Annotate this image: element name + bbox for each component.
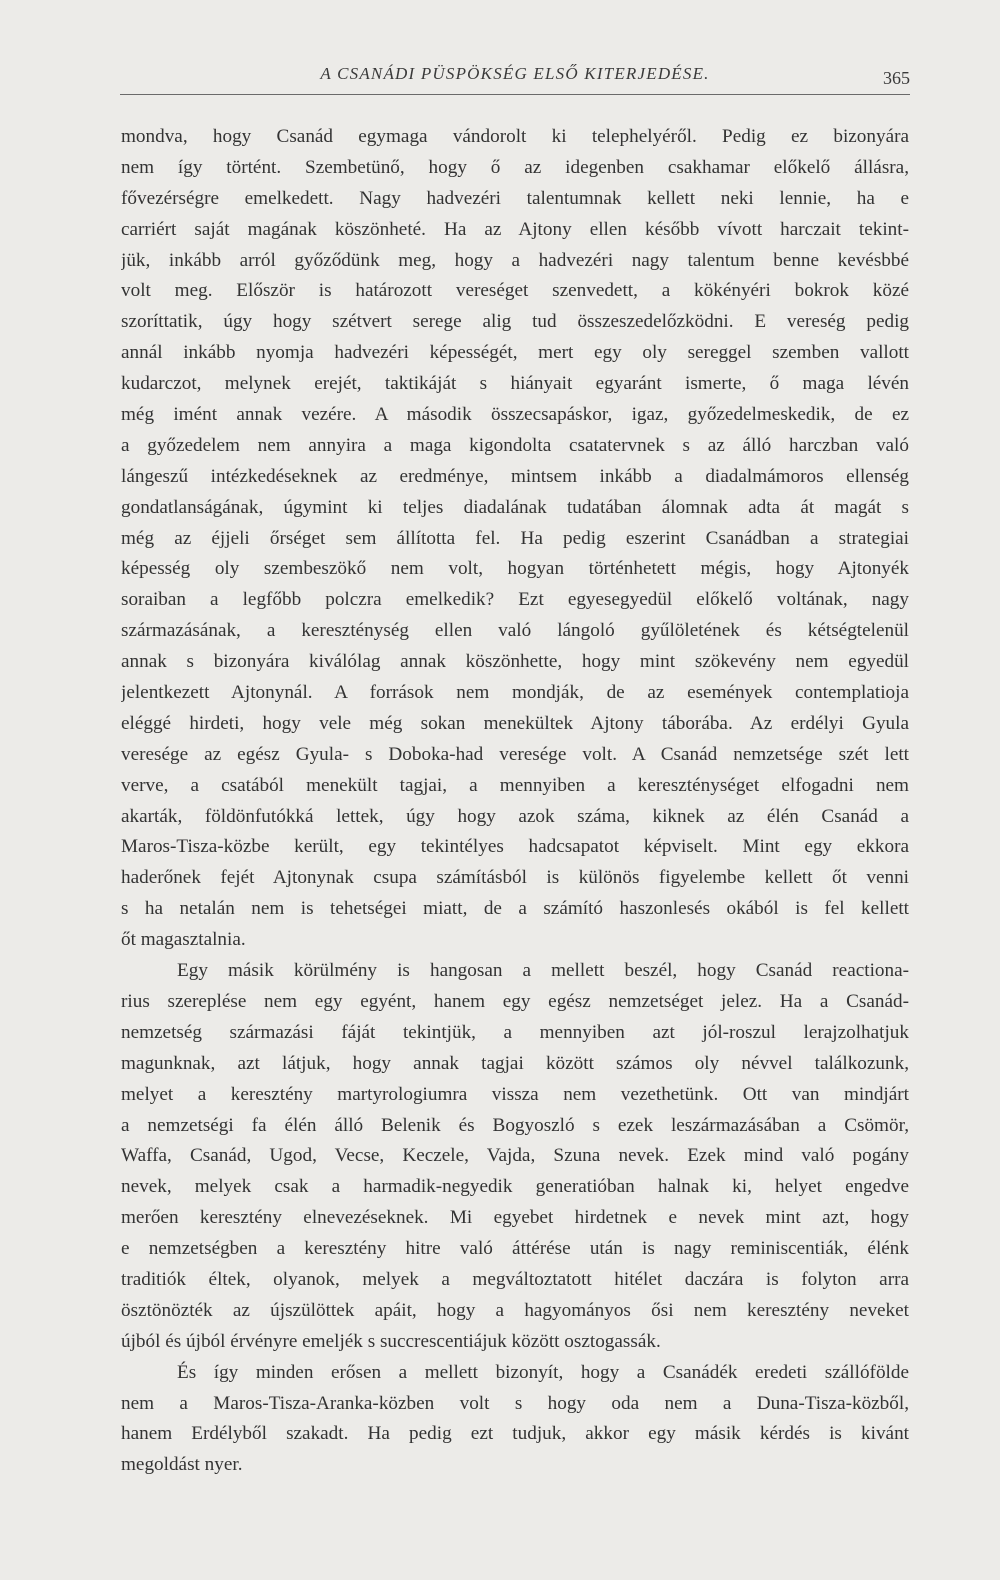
text-line: újból és újból érvényre emeljék s succrescentiájuk között osztogassák. — [121, 1330, 661, 1352]
text-line: még imént annak vezére. A második összecsapáskor, igaz, győzedelmeskedik, de ez — [121, 404, 909, 426]
text-line: veresége az egész Gyula- s Doboka-had veresége volt. A Csanád nemzetsége szét lett — [121, 743, 909, 765]
text-line: e nemzetségben a keresztény hitre való áttérése után is nagy reminiscentiák, élénk — [121, 1238, 909, 1260]
text-line: s ha netalán nem is tehetségei miatt, de a számító haszonlesés okából is fel kellett — [121, 898, 909, 920]
text-line: carriért saját magának köszönheté. Ha az Ajtony ellen később vívott harczait tekint- — [121, 218, 909, 240]
running-head — [120, 62, 910, 92]
body-text — [121, 122, 909, 1481]
text-line: ösztönözték az újszülöttek apáit, hogy a hagyományos ősi nem keresztény neveket — [121, 1299, 909, 1321]
text-line: nem így történt. Szembetünő, hogy ő az idegenben csakhamar előkelő állásra, — [121, 156, 909, 178]
text-line: hanem Erdélyből szakadt. Ha pedig ezt tudjuk, akkor egy másik kérdés is kivánt — [121, 1423, 909, 1445]
text-line: verve, a csatából menekült tagjai, a mennyiben a kereszténységet elfogadni nem — [121, 774, 909, 796]
text-line: melyet a keresztény martyrologiumra vissza nem vezethetünk. Ott van mindjárt — [121, 1083, 909, 1105]
text-line: annak s bizonyára kiválólag annak köszönhette, hogy mint szökevény nem egyedül — [121, 651, 909, 673]
text-line: fővezérségre emelkedett. Nagy hadvezéri talentumnak kellett neki lennie, ha e — [121, 187, 909, 209]
text-line: őt magasztalnia. — [121, 929, 246, 951]
text-line: És így minden erősen a mellett bizonyít, hogy a Csanádék eredeti szállófölde — [177, 1361, 909, 1383]
text-line: szoríttatik, úgy hogy szétvert serege alig tud összeszedelőzködni. E vereség pedig — [121, 311, 909, 333]
text-line: Maros-Tisza-közbe került, egy tekintélyes hadcsapatot képviselt. Mint egy ekkora — [121, 836, 909, 858]
text-line: jelentkezett Ajtonynál. A források nem mondják, de az események contemplatioja — [121, 682, 909, 704]
text-line: annál inkább nyomja hadvezéri képességét, mert egy oly sereggel szemben vallott — [121, 342, 909, 364]
text-line: Waffa, Csanád, Ugod, Vecse, Keczele, Vajda, Szuna nevek. Ezek mind való pogány — [121, 1145, 909, 1167]
text-line: merően keresztény elnevezéseknek. Mi egyebet hirdetnek e nevek mint azt, hogy — [121, 1207, 909, 1229]
text-line: még az éjjeli őrséget sem állította fel. Ha pedig eszerint Csanádban a strategiai — [121, 527, 909, 549]
text-line: megoldást nyer. — [121, 1454, 243, 1476]
text-line: képesség oly szembeszökő nem volt, hogyan történhetett mégis, hogy Ajtonyék — [121, 558, 909, 580]
text-line: nemzetség származási fáját tekintjük, a mennyiben azt jól-roszul lerajzolhatjuk — [121, 1021, 909, 1043]
text-line: a nemzetségi fa élén álló Belenik és Bogyoszló s ezek leszármazásában a Csömör, — [121, 1114, 909, 1136]
text-line: a győzedelem nem annyira a maga kigondolta csatatervnek s az álló harczban való — [121, 434, 909, 456]
running-title: A CSANÁDI PÜSPÖKSÉG ELSŐ KITERJEDÉSE. — [320, 64, 710, 83]
header-rule — [120, 94, 910, 95]
text-line: rius szereplése nem egy egyént, hanem egy egész nemzetséget jelez. Ha a Csanád- — [121, 990, 909, 1012]
page-number: 365 — [883, 68, 910, 88]
text-line: Egy másik körülmény is hangosan a mellett beszél, hogy Csanád reactiona- — [177, 960, 909, 982]
text-line: mondva, hogy Csanád egymaga vándorolt ki telephelyéről. Pedig ez bizonyára — [121, 126, 909, 147]
text-line: soraiban a legfőbb polczra emelkedik? Ezt egyesegyedül előkelő voltának, nagy — [121, 589, 909, 611]
text-line: traditiók éltek, olyanok, melyek a megváltoztatott hitélet daczára is folyton arra — [121, 1268, 909, 1290]
text-line: gondatlanságának, úgymint ki teljes diadalának tudatában álomnak adta át magát s — [121, 496, 909, 518]
text-line: volt meg. Először is határozott vereséget szenvedett, a kökényéri bokrok közé — [121, 280, 909, 302]
text-line: származásának, a kereszténység ellen való lángoló gyűlöletének és kétségtelenül — [121, 620, 909, 642]
text-line: akarták, földönfutókká lettek, úgy hogy azok száma, kiknek az élén Csanád a — [121, 805, 909, 827]
text-line: eléggé hirdeti, hogy vele még sokan menekültek Ajtony táborába. Az erdélyi Gyula — [121, 712, 909, 734]
text-line: kudarczot, melynek erejét, taktikáját s hiányait egyaránt ismerte, ő maga lévén — [121, 373, 909, 395]
text-line: nem a Maros-Tisza-Aranka-közben volt s hogy oda nem a Duna-Tisza-közből, — [121, 1392, 909, 1414]
text-line: nevek, melyek csak a harmadik-negyedik generatióban halnak ki, helyet engedve — [121, 1176, 909, 1198]
text-line: magunknak, azt látjuk, hogy annak tagjai között számos oly névvel találkozunk, — [121, 1052, 909, 1074]
text-line: haderőnek fejét Ajtonynak csupa számításból is különös figyelembe kellett őt venni — [121, 867, 909, 889]
text-line: lángeszű intézkedéseknek az eredménye, mintsem inkább a diadalmámoros ellenség — [121, 465, 909, 487]
text-line: jük, inkább arról győződünk meg, hogy a hadvezéri nagy talentum benne kevésbbé — [121, 249, 909, 271]
